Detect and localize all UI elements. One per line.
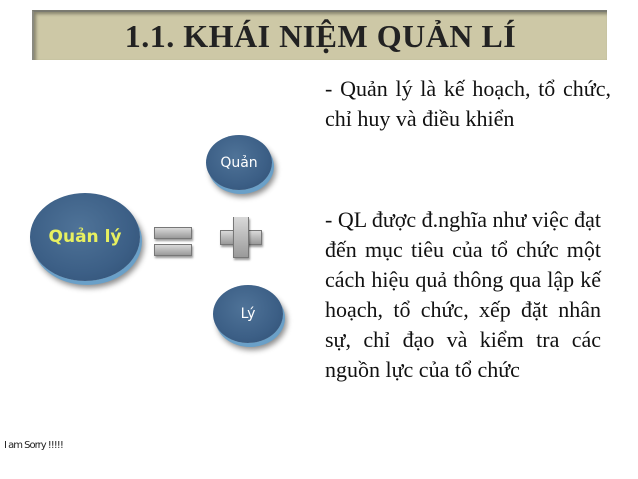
circle-quan-ly-label: Quản lý xyxy=(48,227,122,247)
definition-text-1: - Quản lý là kế hoạch, tổ chức, chỉ huy và điều khiển xyxy=(325,76,611,131)
circle-quan xyxy=(206,135,272,190)
slide-title: 1.1. KHÁI NIỆM QUẢN LÍ xyxy=(124,17,517,54)
slide-title-bar xyxy=(32,10,607,60)
circle-ly xyxy=(213,285,283,343)
circle-ly-label: Lý xyxy=(240,306,256,322)
circle-quan-ly xyxy=(30,193,140,281)
definition-text-2: - QL được đ.nghĩa như việc đạt đến mục tiêu của tổ chức một cách hiệu quả thông qua lập kế hoạch, tổ chức, xếp đặt nhân sự, chỉ đạo và kiểm tra các nguồn lực của tổ chức xyxy=(325,207,601,382)
footer-note: I am Sorry !!!!! xyxy=(4,440,63,451)
circle-quan-label: Quản xyxy=(220,154,258,171)
